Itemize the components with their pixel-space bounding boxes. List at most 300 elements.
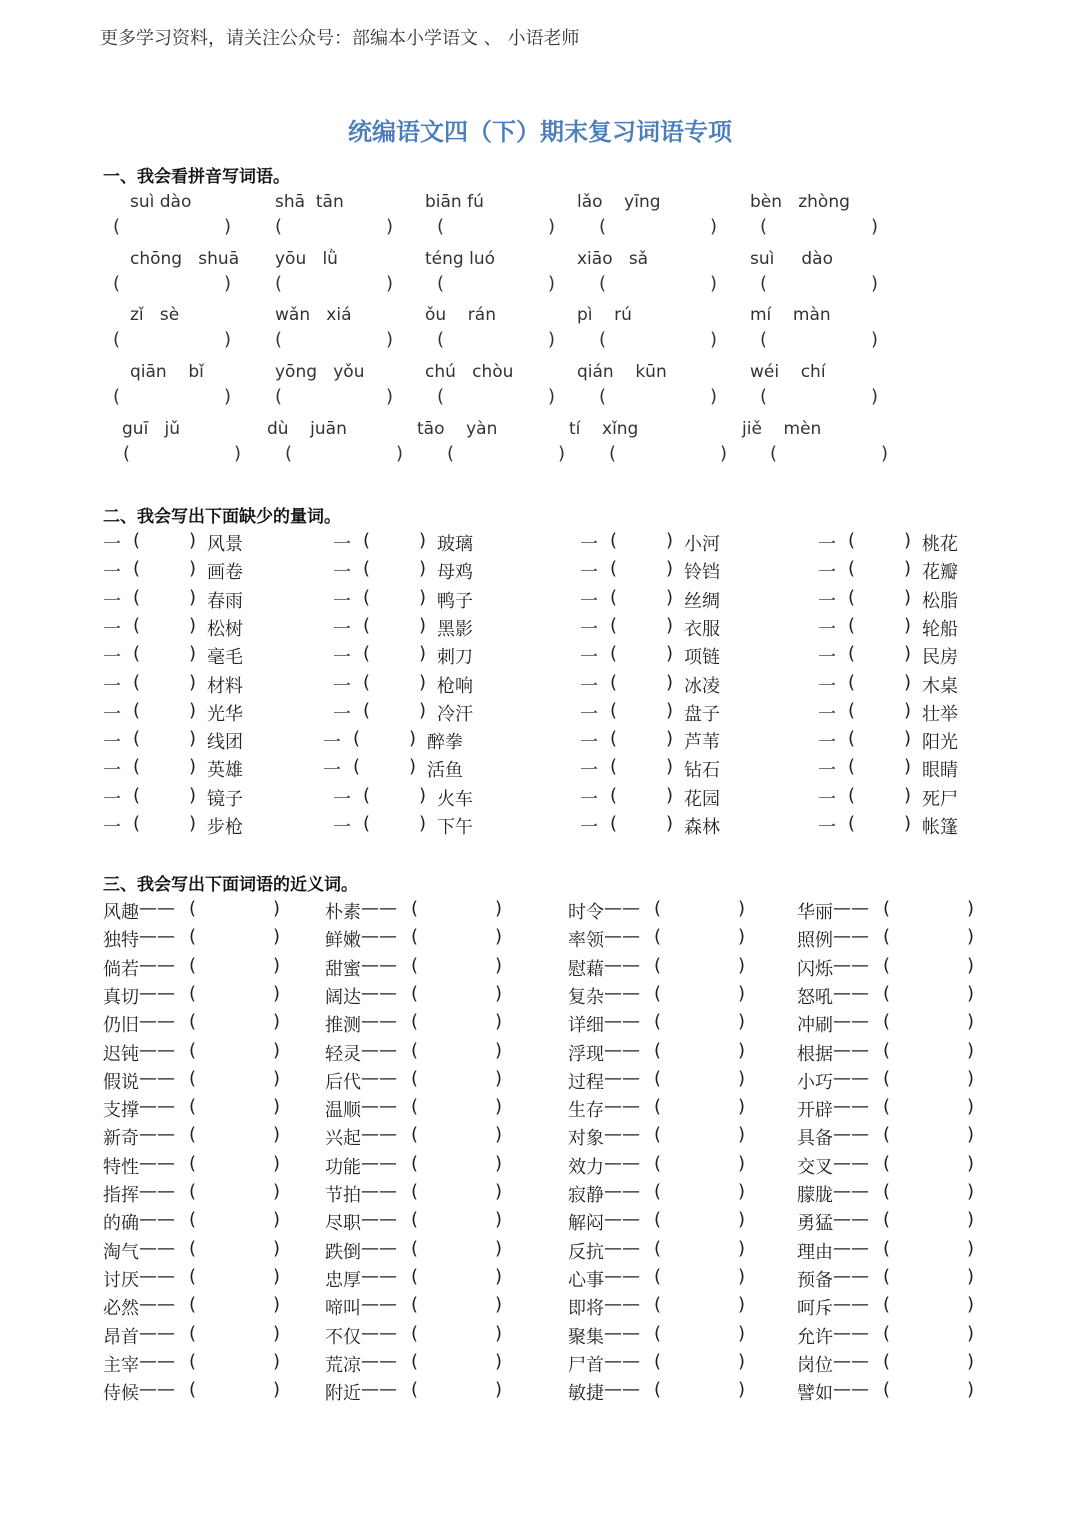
paren-open[interactable]: ( [848, 586, 856, 608]
paren-open[interactable]: ( [654, 1096, 662, 1118]
paren-open[interactable]: ( [654, 1209, 662, 1231]
paren-close[interactable]: ) [967, 1237, 975, 1259]
paren-open[interactable]: ( [654, 1350, 662, 1372]
paren-close[interactable]: ) [904, 784, 912, 806]
paren-close[interactable]: ) [189, 671, 197, 693]
answer-blank[interactable] [113, 273, 231, 297]
paren-close[interactable]: ) [967, 1209, 975, 1231]
paren-open[interactable]: ( [189, 954, 197, 976]
paren-open[interactable]: ( [883, 1322, 891, 1344]
answer-blank[interactable] [275, 216, 393, 240]
paren-close[interactable]: ) [189, 530, 197, 551]
answer-blank[interactable] [609, 443, 727, 467]
dash: —— [139, 1322, 175, 1344]
paren-open[interactable]: ( [189, 982, 197, 1004]
paren-close[interactable]: ) [273, 1350, 281, 1372]
paren-open[interactable]: ( [848, 558, 856, 580]
paren-open[interactable]: ( [189, 1237, 197, 1259]
measure-word-item [333, 587, 483, 613]
answer-blank[interactable] [760, 329, 878, 353]
answer-blank[interactable] [437, 386, 555, 410]
paren-close: ) [709, 386, 717, 407]
paren-open[interactable]: ( [848, 813, 856, 834]
paren-open[interactable]: ( [654, 1039, 662, 1061]
paren-open[interactable]: ( [411, 1379, 419, 1401]
paren-close[interactable]: ) [666, 530, 674, 551]
paren-open[interactable]: ( [848, 728, 856, 750]
paren-open[interactable]: ( [411, 1124, 419, 1146]
paren-close[interactable]: ) [738, 1379, 746, 1401]
paren-close[interactable]: ) [273, 954, 281, 976]
paren-close[interactable]: ) [495, 1322, 503, 1344]
paren-open[interactable]: ( [363, 530, 371, 551]
paren-open[interactable]: ( [654, 1152, 662, 1174]
dash: —— [361, 982, 397, 1004]
synonym-item [103, 1124, 303, 1150]
paren-close[interactable]: ) [967, 1379, 975, 1401]
paren-open[interactable]: ( [189, 1067, 197, 1089]
paren-open[interactable]: ( [883, 1124, 891, 1146]
paren-close[interactable]: ) [904, 699, 912, 721]
paren-open[interactable]: ( [848, 699, 856, 721]
paren-open[interactable]: ( [848, 756, 856, 778]
paren-open[interactable]: ( [411, 1096, 419, 1118]
paren-open[interactable]: ( [363, 643, 371, 665]
synonym-item [568, 1181, 768, 1207]
paren-close[interactable]: ) [409, 756, 417, 778]
paren-close[interactable]: ) [189, 728, 197, 750]
paren-open[interactable]: ( [353, 756, 361, 778]
dash: —— [361, 1209, 397, 1231]
paren-open[interactable]: ( [363, 671, 371, 693]
paren-open[interactable]: ( [411, 1209, 419, 1231]
paren-open[interactable]: ( [363, 784, 371, 806]
answer-blank[interactable] [770, 443, 888, 467]
answer-blank[interactable] [437, 273, 555, 297]
paren-open[interactable]: ( [189, 1379, 197, 1401]
answer-blank[interactable] [275, 329, 393, 353]
answer-blank[interactable] [123, 443, 241, 467]
paren-open[interactable]: ( [133, 530, 141, 551]
paren-open[interactable]: ( [411, 1265, 419, 1287]
paren-close[interactable]: ) [419, 614, 427, 636]
paren-open[interactable]: ( [883, 1265, 891, 1287]
dash: —— [361, 898, 397, 919]
paren-close[interactable]: ) [495, 1237, 503, 1259]
paren-close[interactable]: ) [273, 1322, 281, 1344]
paren-open[interactable]: ( [883, 1209, 891, 1231]
answer-blank[interactable] [113, 329, 231, 353]
paren-close[interactable]: ) [273, 1181, 281, 1202]
paren-open[interactable]: ( [363, 558, 371, 580]
target-word: 玻璃 [437, 534, 473, 555]
paren-open[interactable]: ( [411, 982, 419, 1004]
target-word: 效力 [568, 1156, 604, 1178]
paren-close[interactable]: ) [967, 982, 975, 1004]
paren-close[interactable]: ) [273, 926, 281, 948]
yi-char: 一 [580, 590, 598, 612]
measure-word-item [333, 813, 483, 839]
paren-open[interactable]: ( [654, 1124, 662, 1146]
paren-open[interactable]: ( [133, 728, 141, 750]
paren-close[interactable]: ) [419, 586, 427, 608]
paren-close[interactable]: ) [738, 1039, 746, 1061]
paren-close[interactable]: ) [666, 699, 674, 721]
paren-close[interactable]: ) [666, 558, 674, 580]
paren-close[interactable]: ) [495, 1181, 503, 1202]
paren-close[interactable]: ) [189, 784, 197, 806]
paren-open[interactable]: ( [189, 1096, 197, 1118]
paren-close[interactable]: ) [904, 614, 912, 636]
paren-close[interactable]: ) [967, 898, 975, 919]
paren-open[interactable]: ( [654, 1067, 662, 1089]
paren-close[interactable]: ) [738, 898, 746, 919]
paren-open[interactable]: ( [654, 898, 662, 919]
paren-close[interactable]: ) [495, 954, 503, 976]
paren-close[interactable]: ) [495, 1124, 503, 1146]
paren-close[interactable]: ) [904, 643, 912, 665]
synonym-item [568, 1379, 768, 1405]
paren-close[interactable]: ) [967, 1096, 975, 1118]
paren-open[interactable]: ( [654, 1294, 662, 1316]
paren-open[interactable]: ( [133, 643, 141, 665]
dash: —— [604, 898, 640, 919]
target-word: 对象 [568, 1128, 604, 1150]
paren-open[interactable]: ( [883, 898, 891, 919]
paren-open[interactable]: ( [848, 530, 856, 551]
paren-close[interactable]: ) [738, 982, 746, 1004]
paren-close[interactable]: ) [495, 1265, 503, 1287]
paren-open[interactable]: ( [189, 1011, 197, 1033]
paren-open[interactable]: ( [654, 1265, 662, 1287]
answer-blank[interactable] [599, 273, 717, 297]
paren-open[interactable]: ( [654, 1322, 662, 1344]
paren-open[interactable]: ( [654, 1181, 662, 1202]
paren-close[interactable]: ) [189, 643, 197, 665]
paren-open[interactable]: ( [848, 643, 856, 665]
paren-open[interactable]: ( [133, 813, 141, 834]
paren-close[interactable]: ) [273, 1379, 281, 1401]
paren-open[interactable]: ( [883, 1067, 891, 1089]
paren-open[interactable]: ( [133, 558, 141, 580]
paren-close[interactable]: ) [967, 1067, 975, 1089]
answer-blank[interactable] [275, 386, 393, 410]
paren-close[interactable]: ) [273, 1011, 281, 1033]
paren-close[interactable]: ) [666, 586, 674, 608]
paren-close[interactable]: ) [419, 813, 427, 834]
paren-close[interactable]: ) [419, 671, 427, 693]
paren-open[interactable]: ( [610, 756, 618, 778]
paren-open[interactable]: ( [883, 1096, 891, 1118]
paren-close[interactable]: ) [495, 1011, 503, 1033]
paren-close[interactable]: ) [904, 586, 912, 608]
paren-close[interactable]: ) [967, 1265, 975, 1287]
paren-open[interactable]: ( [133, 756, 141, 778]
paren-open[interactable]: ( [363, 614, 371, 636]
paren-open[interactable]: ( [411, 954, 419, 976]
paren-close[interactable]: ) [967, 926, 975, 948]
paren-open[interactable]: ( [610, 614, 618, 636]
paren-open[interactable]: ( [610, 586, 618, 608]
answer-blank[interactable] [437, 329, 555, 353]
paren-close[interactable]: ) [495, 1209, 503, 1231]
paren-close[interactable]: ) [666, 643, 674, 665]
paren-close[interactable]: ) [273, 1096, 281, 1118]
paren-close[interactable]: ) [738, 1152, 746, 1174]
dash: —— [139, 898, 175, 919]
paren-close[interactable]: ) [189, 558, 197, 580]
synonym-item [325, 1096, 525, 1122]
answer-blank[interactable] [447, 443, 565, 467]
paren-close[interactable]: ) [738, 1237, 746, 1259]
paren-open[interactable]: ( [654, 1011, 662, 1033]
paren-open[interactable]: ( [883, 1237, 891, 1259]
paren-close[interactable]: ) [273, 1067, 281, 1089]
dash: —— [833, 926, 869, 948]
paren-close[interactable]: ) [419, 699, 427, 721]
paren-open[interactable]: ( [411, 898, 419, 919]
dash: —— [833, 1096, 869, 1118]
paren-close[interactable]: ) [495, 1039, 503, 1061]
paren-open[interactable]: ( [411, 1294, 419, 1316]
answer-blank[interactable] [437, 216, 555, 240]
paren-close[interactable]: ) [495, 1152, 503, 1174]
paren-close[interactable]: ) [738, 1011, 746, 1033]
measure-word-item [580, 756, 730, 782]
paren-open[interactable]: ( [189, 1181, 197, 1202]
paren-close[interactable]: ) [904, 728, 912, 750]
paren-open[interactable]: ( [610, 643, 618, 665]
answer-blank[interactable] [599, 216, 717, 240]
paren-open[interactable]: ( [411, 1011, 419, 1033]
synonym-item [103, 1181, 303, 1207]
paren-open[interactable]: ( [848, 784, 856, 806]
paren-close[interactable]: ) [738, 1067, 746, 1089]
paren-open[interactable]: ( [883, 926, 891, 948]
answer-blank[interactable] [599, 386, 717, 410]
synonym-item [797, 1266, 997, 1292]
paren-close[interactable]: ) [666, 614, 674, 636]
paren-open: ( [770, 443, 778, 464]
paren-close[interactable]: ) [738, 926, 746, 948]
paren-close[interactable]: ) [738, 1294, 746, 1316]
yi-char: 一 [580, 618, 598, 640]
paren-close[interactable]: ) [967, 1124, 975, 1146]
paren-close[interactable]: ) [738, 954, 746, 976]
paren-close[interactable]: ) [273, 1209, 281, 1231]
synonym-item [797, 1351, 997, 1377]
paren-close[interactable]: ) [273, 1237, 281, 1259]
synonym-item [568, 1323, 768, 1349]
paren-close[interactable]: ) [904, 813, 912, 834]
paren-open[interactable]: ( [610, 813, 618, 834]
measure-word-item [333, 530, 483, 556]
paren-close[interactable]: ) [409, 728, 417, 750]
paren-open[interactable]: ( [411, 1181, 419, 1202]
paren-close[interactable]: ) [495, 1096, 503, 1118]
paren-open[interactable]: ( [883, 1350, 891, 1372]
paren-open[interactable]: ( [189, 1322, 197, 1344]
paren-open[interactable]: ( [363, 813, 371, 834]
paren-close[interactable]: ) [495, 1350, 503, 1372]
yi-char: 一 [323, 760, 341, 782]
paren-close[interactable]: ) [666, 784, 674, 806]
paren-close[interactable]: ) [419, 643, 427, 665]
paren-close[interactable]: ) [738, 1265, 746, 1287]
paren-open[interactable]: ( [654, 954, 662, 976]
paren-open[interactable]: ( [133, 699, 141, 721]
paren-open[interactable]: ( [610, 530, 618, 551]
target-word: 后代 [325, 1071, 361, 1093]
paren-open[interactable]: ( [610, 728, 618, 750]
paren-close[interactable]: ) [738, 1350, 746, 1372]
answer-blank[interactable] [275, 273, 393, 297]
paren-open[interactable]: ( [610, 671, 618, 693]
paren-open[interactable]: ( [411, 1152, 419, 1174]
synonym-item [568, 926, 768, 952]
yi-char: 一 [333, 534, 351, 555]
paren-close[interactable]: ) [495, 926, 503, 948]
answer-blank[interactable] [113, 216, 231, 240]
paren-open[interactable]: ( [189, 1265, 197, 1287]
paren-open[interactable]: ( [363, 699, 371, 721]
paren-open[interactable]: ( [189, 1350, 197, 1372]
paren-close[interactable]: ) [495, 982, 503, 1004]
paren-open[interactable]: ( [363, 586, 371, 608]
paren-close[interactable]: ) [967, 1152, 975, 1174]
paren-close[interactable]: ) [273, 1265, 281, 1287]
paren-close[interactable]: ) [495, 1379, 503, 1401]
target-word: 华丽 [797, 902, 833, 923]
target-word: 心事 [568, 1269, 604, 1291]
paren-open[interactable]: ( [848, 671, 856, 693]
paren-close[interactable]: ) [273, 982, 281, 1004]
answer-blank[interactable] [760, 216, 878, 240]
paren-close[interactable]: ) [273, 898, 281, 919]
paren-open[interactable]: ( [411, 1237, 419, 1259]
paren-open[interactable]: ( [883, 1039, 891, 1061]
paren-open[interactable]: ( [411, 1039, 419, 1061]
paren-close[interactable]: ) [419, 530, 427, 551]
answer-blank[interactable] [285, 443, 403, 467]
answer-blank[interactable] [599, 329, 717, 353]
paren-close[interactable]: ) [738, 1096, 746, 1118]
paren-open[interactable]: ( [883, 1152, 891, 1174]
paren-open[interactable]: ( [654, 1237, 662, 1259]
paren-close[interactable]: ) [273, 1039, 281, 1061]
paren-open[interactable]: ( [654, 982, 662, 1004]
paren-close[interactable]: ) [495, 1067, 503, 1089]
paren-close[interactable]: ) [904, 530, 912, 551]
paren-close[interactable]: ) [189, 699, 197, 721]
paren-open[interactable]: ( [189, 1209, 197, 1231]
paren-open[interactable]: ( [411, 1350, 419, 1372]
paren-close[interactable]: ) [189, 614, 197, 636]
synonym-item [103, 1068, 303, 1094]
paren-open[interactable]: ( [411, 926, 419, 948]
paren-close[interactable]: ) [967, 1011, 975, 1033]
paren-close[interactable]: ) [666, 728, 674, 750]
paren-close[interactable]: ) [189, 813, 197, 834]
paren-close[interactable]: ) [273, 1124, 281, 1146]
yi-char: 一 [103, 675, 121, 697]
answer-blank[interactable] [113, 386, 231, 410]
paren-close[interactable]: ) [967, 1181, 975, 1202]
yi-char: 一 [103, 817, 121, 838]
paren-open[interactable]: ( [189, 926, 197, 948]
paren-close[interactable]: ) [904, 671, 912, 693]
paren-open[interactable]: ( [189, 1124, 197, 1146]
paren-close[interactable]: ) [495, 898, 503, 919]
paren-open[interactable]: ( [189, 1152, 197, 1174]
yi-char: 一 [323, 732, 341, 754]
paren-open[interactable]: ( [411, 1067, 419, 1089]
paren-open[interactable]: ( [411, 1322, 419, 1344]
paren-open[interactable]: ( [610, 558, 618, 580]
paren-open[interactable]: ( [189, 898, 197, 919]
paren-close[interactable]: ) [666, 813, 674, 834]
paren-open[interactable]: ( [654, 926, 662, 948]
answer-blank[interactable] [760, 273, 878, 297]
paren-open[interactable]: ( [133, 671, 141, 693]
paren-close[interactable]: ) [967, 1294, 975, 1316]
paren-open[interactable]: ( [883, 1294, 891, 1316]
paren-close[interactable]: ) [666, 756, 674, 778]
paren-open[interactable]: ( [883, 954, 891, 976]
paren-open[interactable]: ( [883, 982, 891, 1004]
pinyin-label: xiāo sǎ [577, 249, 649, 269]
paren-close[interactable]: ) [967, 1350, 975, 1372]
target-word: 理由 [797, 1241, 833, 1263]
paren-open[interactable]: ( [883, 1379, 891, 1401]
paren-close[interactable]: ) [738, 1209, 746, 1231]
paren-open[interactable]: ( [848, 614, 856, 636]
paren-close[interactable]: ) [189, 586, 197, 608]
paren-open[interactable]: ( [189, 1294, 197, 1316]
paren-close[interactable]: ) [967, 954, 975, 976]
paren-close: ) [870, 273, 878, 294]
paren-close[interactable]: ) [666, 671, 674, 693]
paren-open[interactable]: ( [133, 614, 141, 636]
paren-open[interactable]: ( [133, 784, 141, 806]
paren-close[interactable]: ) [967, 1322, 975, 1344]
paren-open[interactable]: ( [610, 699, 618, 721]
paren-close[interactable]: ) [419, 558, 427, 580]
paren-close[interactable]: ) [904, 756, 912, 778]
paren-close[interactable]: ) [189, 756, 197, 778]
paren-close[interactable]: ) [967, 1039, 975, 1061]
paren-close[interactable]: ) [419, 784, 427, 806]
paren-close[interactable]: ) [904, 558, 912, 580]
paren-close[interactable]: ) [273, 1152, 281, 1174]
paren-open[interactable]: ( [883, 1181, 891, 1202]
paren-open[interactable]: ( [353, 728, 361, 750]
dash: —— [139, 1152, 175, 1174]
paren-close[interactable]: ) [738, 1181, 746, 1202]
target-word: 刺刀 [437, 647, 473, 669]
paren-close[interactable]: ) [738, 1322, 746, 1344]
paren-close[interactable]: ) [495, 1294, 503, 1316]
paren-open[interactable]: ( [133, 586, 141, 608]
dash: —— [833, 1209, 869, 1231]
paren-close[interactable]: ) [273, 1294, 281, 1316]
answer-blank[interactable] [760, 386, 878, 410]
paren-open[interactable]: ( [189, 1039, 197, 1061]
paren-open[interactable]: ( [610, 784, 618, 806]
paren-open[interactable]: ( [654, 1379, 662, 1401]
paren-close[interactable]: ) [738, 1124, 746, 1146]
paren-open[interactable]: ( [883, 1011, 891, 1033]
